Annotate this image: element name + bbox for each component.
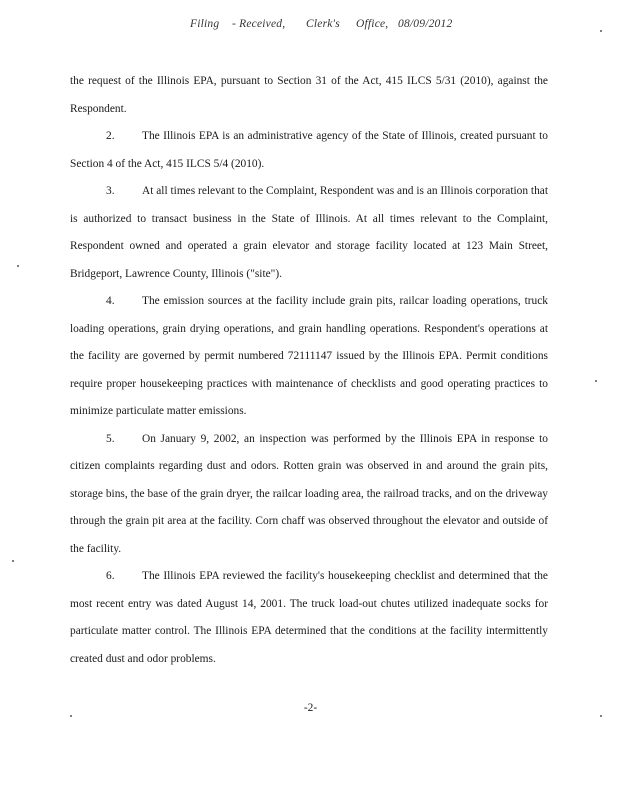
paragraph-text: The Illinois EPA is an administrative agency of the State of Illinois, created pursuant to Section 4 of the Act, 415 ILCS 5/4 (2010). (70, 130, 548, 170)
stamp-date: 08/09/2012 (398, 18, 453, 30)
paragraph-number: 4. (106, 295, 115, 307)
page-number: -2- (303, 702, 318, 714)
document-body (70, 68, 548, 673)
paragraph-text: The emission sources at the facility include grain pits, railcar loading operations, truck loading operations, grain drying operations, and grain handling operations. Respondent's operations at the facility are governed by permit numbered 72111147 issued by the Illinois EPA. Permit conditions require proper housekeeping practices with maintenance of checklists and good operating practices to minimize particulate matter emissions. (70, 295, 548, 417)
stamp-clerks: Clerk's (306, 18, 340, 30)
paragraph-3 (70, 178, 548, 288)
stamp-received: - Received, (232, 18, 286, 30)
stamp-office: Office, (356, 18, 389, 30)
scan-speck (600, 715, 602, 717)
scan-speck (17, 265, 19, 267)
paragraph-number: 3. (106, 185, 115, 197)
stamp-filing: Filing (190, 18, 220, 30)
paragraph-text: the request of the Illinois EPA, pursuant to Section 31 of the Act, 415 ILCS 5/31 (2010), against the Respondent. (70, 75, 548, 115)
paragraph-2 (70, 123, 548, 178)
paragraph-number: 2. (106, 130, 115, 142)
paragraph-continuation (70, 68, 548, 123)
paragraph-text: On January 9, 2002, an inspection was performed by the Illinois EPA in response to citizen complaints regarding dust and odors. Rotten grain was observed in and around the grain pits, storage bins, the base of the grain dryer, the railcar loading area, the railroad tracks, and on the driveway through the grain pit area at the facility. Corn chaff was observed throughout the elevator and outside of the facility. (70, 432, 548, 555)
scan-speck (595, 380, 597, 382)
filing-stamp-header (190, 18, 452, 30)
paragraph-text: At all times relevant to the Complaint, Respondent was and is an Illinois corporation that is authorized to transact business in the State of Illinois. At all times relevant to the Complaint, Respondent owned and operated a grain elevator and storage facility located at 123 Main Street, Bridgeport, Lawrence County, Illinois ("site"). (70, 185, 548, 280)
paragraph-5 (70, 426, 548, 564)
scan-speck (12, 560, 14, 562)
paragraph-number: 5. (106, 432, 115, 445)
paragraph-text: The Illinois EPA reviewed the facility's housekeeping checklist and determined that the most recent entry was dated August 14, 2001. The truck load-out chutes utilized inadequate socks for particulate matter control. The Illinois EPA determined that the conditions at the facility intermittently created dust and odor problems. (70, 570, 548, 665)
scan-speck (70, 715, 72, 717)
paragraph-number: 6. (106, 570, 115, 582)
scan-speck (600, 30, 602, 32)
paragraph-6 (70, 563, 548, 673)
paragraph-4 (70, 288, 548, 426)
